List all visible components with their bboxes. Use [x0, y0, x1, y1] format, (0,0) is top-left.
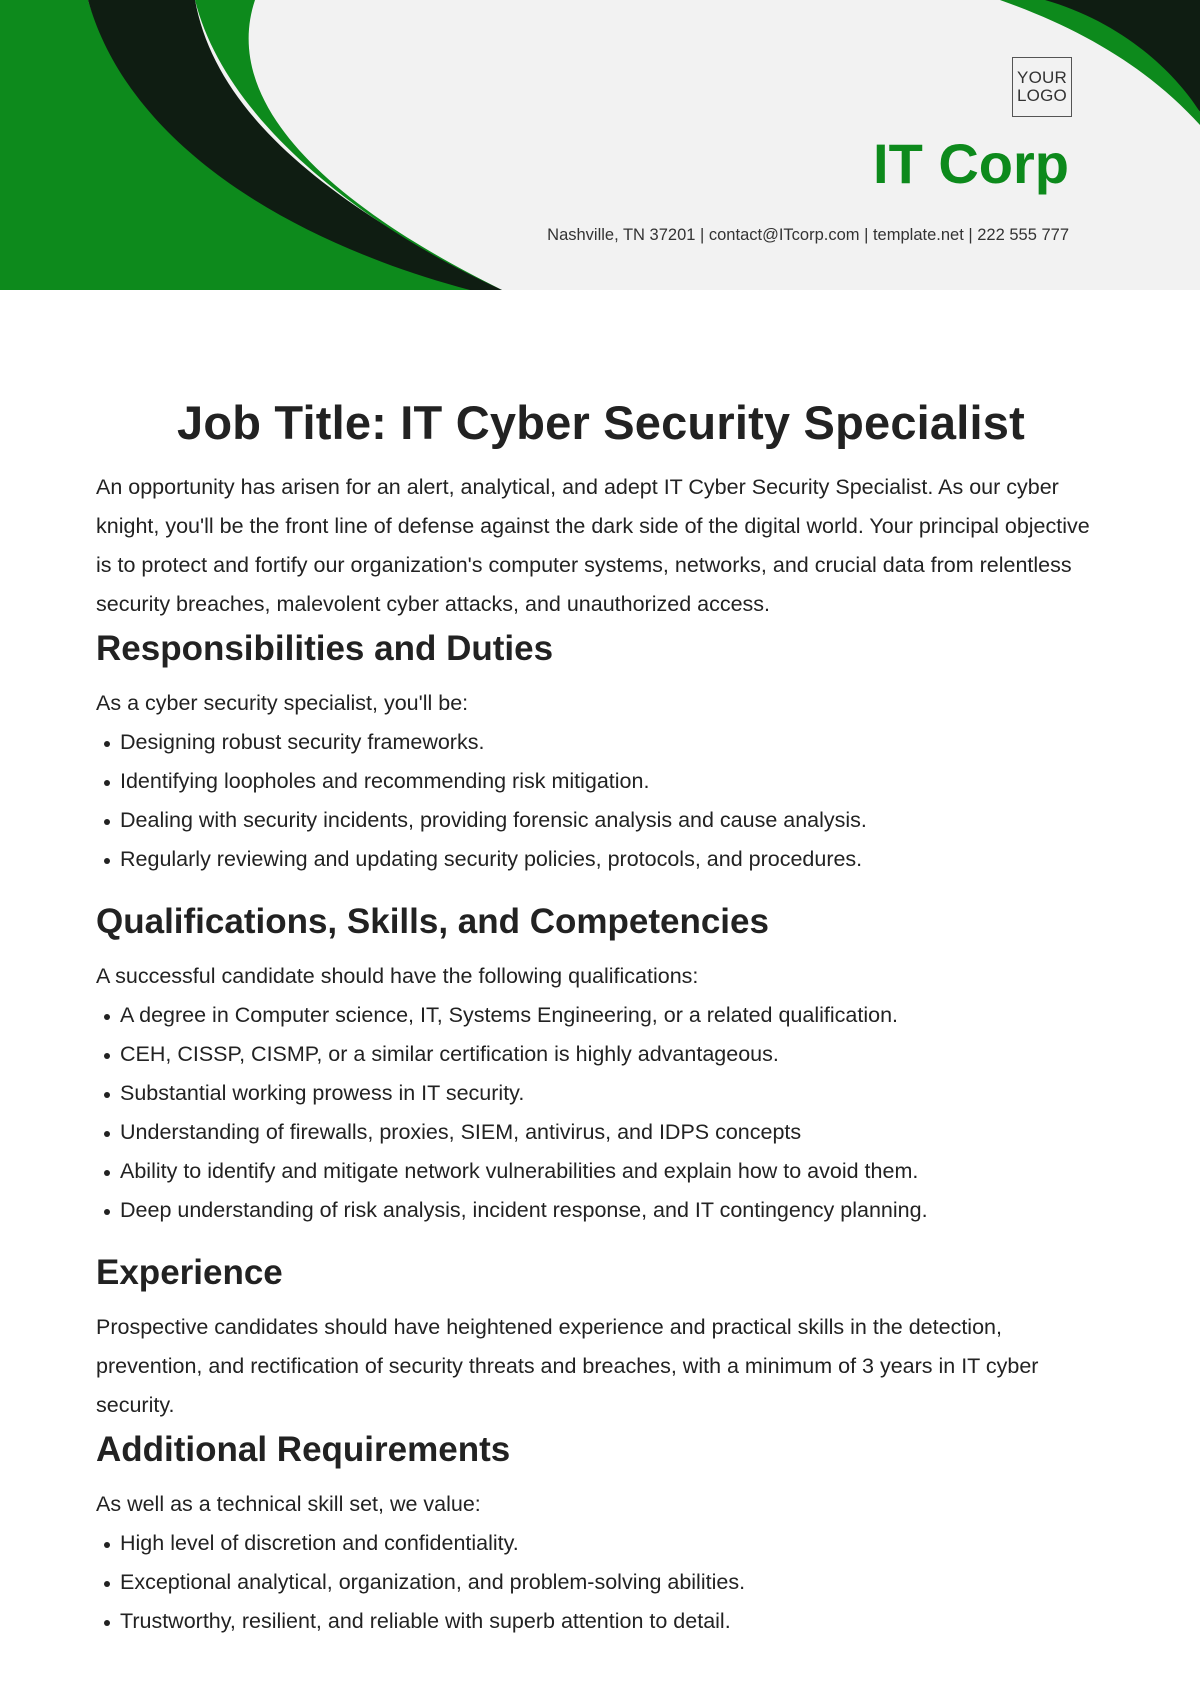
responsibilities-list — [96, 723, 1106, 879]
list-item: Deep understanding of risk analysis, incident response, and IT contingency planning. — [96, 1191, 1106, 1230]
qualifications-lead: A successful candidate should have the following qualifications: — [96, 964, 699, 988]
list-item: Ability to identify and mitigate network vulnerabilities and explain how to avoid them. — [96, 1152, 1106, 1191]
logo-text-line1: YOUR — [1017, 68, 1067, 87]
experience-paragraph: Prospective candidates should have heightened experience and practical skills in the detection, prevention, and rectification of security threats and breaches, with a minimum of 3 years in IT cyber security. — [96, 1315, 1039, 1417]
list-item: Identifying loopholes and recommending risk mitigation. — [96, 762, 1106, 801]
responsibilities-heading: Responsibilities and Duties — [96, 629, 554, 668]
list-item: Substantial working prowess in IT security. — [96, 1074, 1106, 1113]
qualifications-heading: Qualifications, Skills, and Competencies — [96, 902, 769, 941]
document-body — [96, 388, 1106, 1641]
list-item: Designing robust security frameworks. — [96, 723, 1106, 762]
list-item: High level of discretion and confidentiality. — [96, 1524, 1106, 1563]
list-item: Dealing with security incidents, providing forensic analysis and cause analysis. — [96, 801, 1106, 840]
page-title: Job Title: IT Cyber Security Specialist — [177, 396, 1025, 449]
experience-heading: Experience — [96, 1253, 283, 1292]
qualifications-list — [96, 996, 1106, 1230]
logo-text-line2: LOGO — [1017, 86, 1067, 105]
list-item: Trustworthy, resilient, and reliable with superb attention to detail. — [96, 1602, 1106, 1641]
logo-placeholder — [1012, 57, 1072, 117]
list-item: Regularly reviewing and updating security policies, protocols, and procedures. — [96, 840, 1106, 879]
list-item: CEH, CISSP, CISMP, or a similar certification is highly advantageous. — [96, 1035, 1106, 1074]
list-item: A degree in Computer science, IT, Systems Engineering, or a related qualification. — [96, 996, 1106, 1035]
company-name: IT Corp — [873, 132, 1069, 195]
intro-paragraph: An opportunity has arisen for an alert, analytical, and adept IT Cyber Security Specialist. As our cyber knight, you'll be the front line of defense against the dark side of the digital world. Your principal objective is to protect and fortify our organization's computer systems, networks, and crucial data from relentless security breaches, malevolent cyber attacks, and unauthorized access. — [96, 475, 1090, 616]
list-item: Understanding of firewalls, proxies, SIEM, antivirus, and IDPS concepts — [96, 1113, 1106, 1152]
list-item: Exceptional analytical, organization, and problem-solving abilities. — [96, 1563, 1106, 1602]
additional-requirements-lead: As well as a technical skill set, we value: — [96, 1492, 481, 1516]
responsibilities-lead: As a cyber security specialist, you'll be: — [96, 691, 469, 715]
letterhead — [0, 0, 1200, 290]
additional-requirements-heading: Additional Requirements — [96, 1430, 511, 1469]
contact-line: Nashville, TN 37201 | contact@ITcorp.com | template.net | 222 555 777 — [547, 226, 1069, 244]
additional-requirements-list — [96, 1524, 1106, 1641]
